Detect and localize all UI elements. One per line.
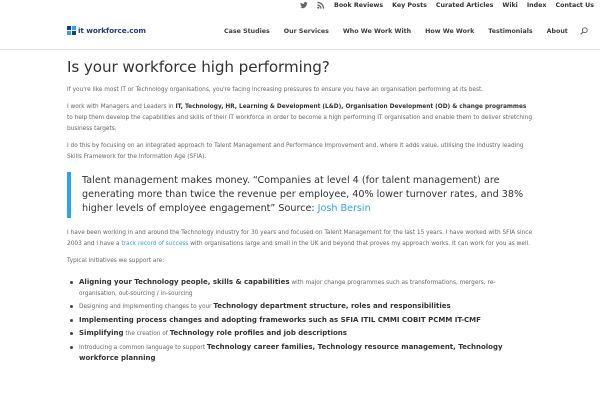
paragraph-text: to help them develop the capabilities and skills of their IT workforce in order to become a high performing IT organisation and enable them to deliver stretching business targets. [67, 115, 532, 132]
paragraph-text: I have been working in and around the Technology industry for 30 years and focused on Talent Management for the last 15 years. I have worked with SFIA since 2003 and I have a [67, 230, 533, 247]
work-with-paragraph [67, 102, 533, 135]
list-item-text: Designing and implementing changes to your [79, 304, 214, 310]
main-nav [224, 27, 588, 35]
list-item-text: with major change programmes such as transformations, mergers, re-organisation, out-sourcing / in-sourcing [79, 280, 496, 297]
list-item [67, 315, 533, 327]
list-item-emphasis: Implementing process changes and adopting frameworks such as SFIA ITIL CMMI COBIT PCMM IT-CMF [79, 315, 481, 324]
top-link-contact-us[interactable]: Contact Us [555, 1, 594, 9]
logo-text: it workforce.com [78, 26, 146, 35]
nav-item-our-services[interactable]: Our Services [283, 27, 329, 35]
approach-paragraph: I do this by focusing on an integrated approach to Talent Management and Performance Improvement and, where it adds value, utilising the industry leading Skills Framework for the Information Age (SFIA). [67, 143, 524, 160]
top-link-key-posts[interactable]: Key Posts [392, 1, 427, 9]
top-link-wiki[interactable]: Wiki [502, 1, 518, 9]
top-bar [0, 0, 600, 12]
nav-item-about[interactable]: About [546, 27, 568, 35]
list-item [67, 277, 533, 299]
search-icon[interactable] [580, 27, 588, 35]
experience-paragraph [67, 228, 533, 250]
list-item-emphasis: Technology role profiles and job descriptions [169, 329, 347, 337]
nav-item-how-we-work[interactable]: How We Work [425, 27, 475, 35]
nav-item-who-we-work-with[interactable]: Who We Work With [342, 27, 412, 35]
list-item-text: the creation of [123, 331, 170, 337]
list-item-text: Introducing a common language to support [79, 344, 207, 351]
rss-icon[interactable] [317, 1, 325, 9]
site-header [0, 14, 600, 50]
list-item [67, 301, 533, 313]
logo-mark-icon [67, 26, 76, 35]
track-record-link[interactable]: track record of success [121, 241, 189, 247]
initiatives-intro: Typical initiatives we support are: [67, 258, 165, 264]
intro-paragraph: If you're like most IT or Technology organisations, you're facing increasing pressures to ensure you have an organisation performing at its best. [67, 87, 484, 93]
top-link-index[interactable]: Index [526, 1, 547, 9]
main-content [67, 57, 533, 367]
quote-source-link[interactable]: Josh Bersin [317, 203, 371, 214]
blockquote [67, 172, 533, 218]
top-link-curated-articles[interactable]: Curated Articles [435, 1, 494, 9]
list-item-emphasis: Aligning your Technology people, skills & capabilities [79, 278, 290, 286]
list-item [67, 342, 533, 365]
list-item-emphasis: Technology career families, Technology resource management, Technology workforce planning [79, 342, 503, 362]
list-item [67, 328, 533, 340]
paragraph-text: with organisations large and small in the UK and beyond that proves my approach works. It can work for you as well. [188, 241, 531, 247]
list-item-emphasis: Simplifying [79, 329, 124, 337]
nav-item-testimonials[interactable]: Testimonials [488, 27, 533, 35]
initiatives-list [67, 277, 533, 365]
list-item-emphasis: Technology department structure, roles and responsibilities [213, 302, 451, 310]
top-link-book-reviews[interactable]: Book Reviews [334, 1, 384, 9]
top-bar-links [300, 1, 594, 9]
site-logo[interactable] [67, 26, 146, 35]
nav-item-case-studies[interactable]: Case Studies [224, 27, 270, 35]
twitter-icon[interactable] [300, 1, 308, 9]
paragraph-emphasis: IT, Technology, HR, Learning & Development (L&D), Organisation Development (OD) & change programmes [175, 104, 527, 110]
paragraph-text: I work with Managers and Leaders in [67, 104, 176, 110]
quote-body: Talent management makes money. “Companies at level 4 (for talent management) are generating more than twice the revenue per employee, 40% lower turnover rates, and 38% higher levels of employee engagement” Source: [82, 175, 524, 214]
quote-text [82, 174, 533, 216]
page-title: Is your workforce high performing? [67, 58, 330, 76]
